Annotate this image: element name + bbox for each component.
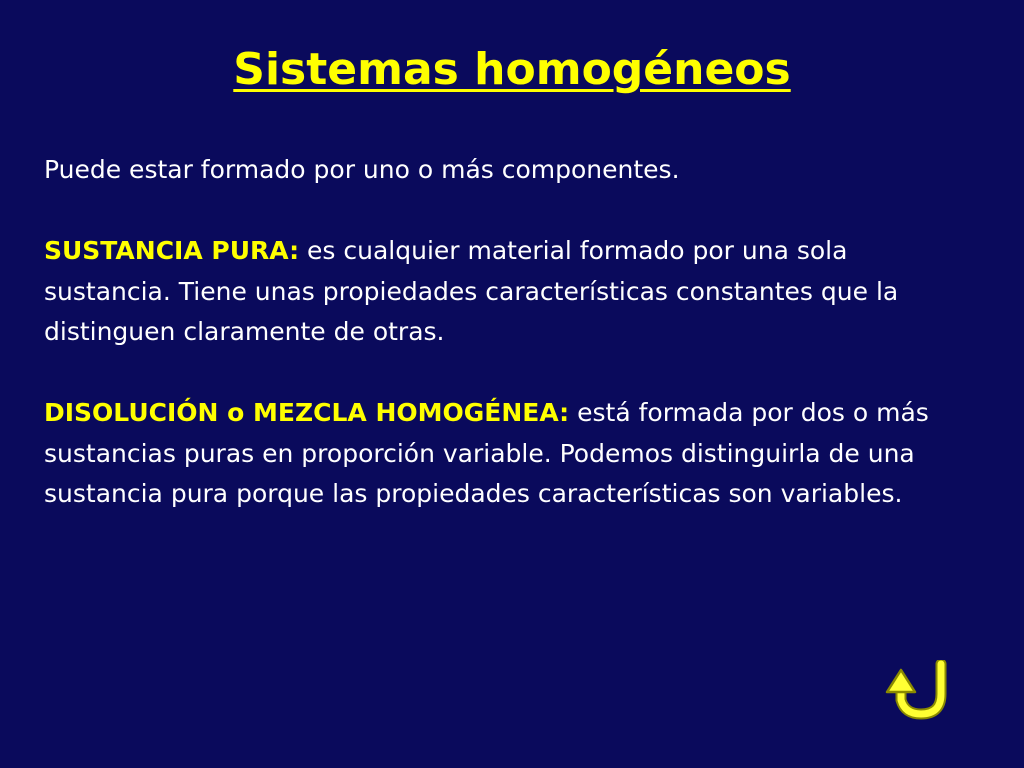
paragraph-disolucion bbox=[44, 393, 974, 515]
slide-title: Sistemas homogéneos bbox=[233, 44, 791, 95]
paragraph-text: Puede estar formado por uno o más componentes. bbox=[44, 155, 680, 184]
term-disolucion: DISOLUCIÓN o MEZCLA HOMOGÉNEA: bbox=[44, 398, 570, 427]
paragraph-text: está formada por dos o más sustancias puras en proporción variable. Podemos distinguirla de una sustancia pura porque las propiedades características son variables. bbox=[44, 398, 929, 508]
paragraph-text: es cualquier material formado por una sola sustancia. Tiene unas propiedades características constantes que la distinguen claramente de otras. bbox=[44, 236, 899, 346]
return-arrow-icon-graphic bbox=[883, 660, 955, 720]
term-sustancia-pura: SUSTANCIA PURA: bbox=[44, 236, 300, 265]
slide-body bbox=[44, 150, 974, 515]
paragraph-intro bbox=[44, 150, 974, 191]
return-arrow-icon[interactable] bbox=[883, 660, 955, 720]
paragraph-sustancia-pura bbox=[44, 231, 974, 353]
